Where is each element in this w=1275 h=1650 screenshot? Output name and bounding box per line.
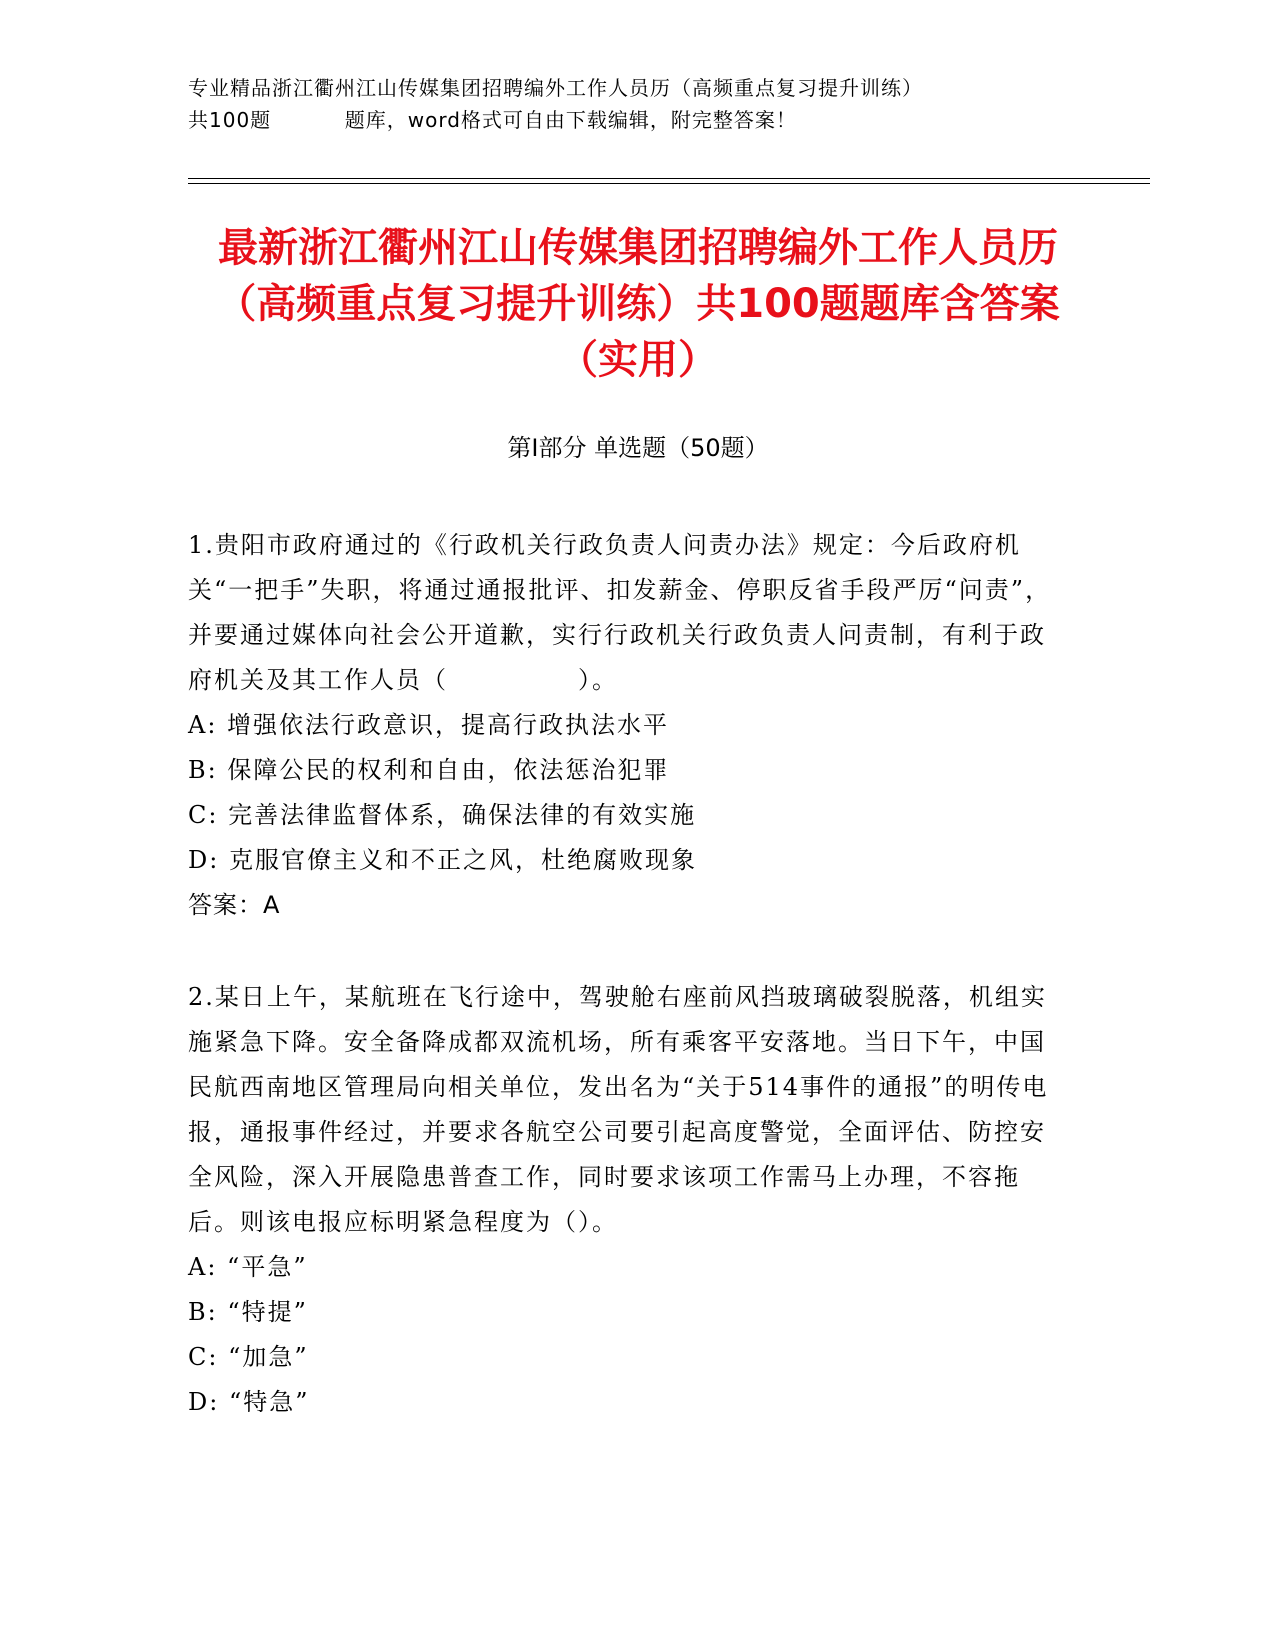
section-title: 第Ⅰ部分 单选题（50题） bbox=[507, 434, 769, 462]
question-1 bbox=[188, 523, 1058, 928]
header-line-2 bbox=[188, 104, 1088, 136]
option-d: D: “特急” bbox=[188, 1388, 310, 1416]
document-title: 最新浙江衢州江山传媒集团招聘编外工作人员历（高频重点复习提升训练）共100题题库含答案（实用） bbox=[216, 225, 1060, 383]
header-divider-top bbox=[188, 178, 1150, 179]
question-stem: 1.贵阳市政府通过的《行政机关行政负责人问责办法》规定：今后政府机关“一把手”失职，将通过通报批评、扣发薪金、停职反省手段严厉“问责”，并要通过媒体向社会公开道歉，实行行政机关行政负责人问责制，有利于政府机关及其工作人员（ ）。 bbox=[188, 531, 1052, 694]
question-2 bbox=[188, 975, 1058, 1425]
question-stem: 2.某日上午，某航班在飞行途中，驾驶舱右座前风挡玻璃破裂脱落，机组实施紧急下降。安全备降成都双流机场，所有乘客平安落地。当日下午，中国民航西南地区管理局向相关单位，发出名为“关于514事件的通报”的明传电报，通报事件经过，并要求各航空公司要引起高度警觉，全面评估、防控安全风险，深入开展隐患普查工作，同时要求该项工作需马上办理，不容拖后。则该电报应标明紧急程度为（）。 bbox=[188, 983, 1049, 1236]
page-header bbox=[188, 72, 1088, 136]
header-count: 共100题 bbox=[188, 108, 272, 132]
header-format-note: 题库，word格式可自由下载编辑，附完整答案！ bbox=[344, 108, 797, 132]
answer: 答案：A bbox=[188, 891, 281, 919]
option-a: A: “平急” bbox=[188, 1253, 308, 1281]
option-c: C: “加急” bbox=[188, 1343, 309, 1371]
option-c: C: 完善法律监督体系，确保法律的有效实施 bbox=[188, 801, 697, 829]
header-line-1: 专业精品浙江衢州江山传媒集团招聘编外工作人员历（高频重点复习提升训练） bbox=[188, 76, 923, 100]
header-divider-bottom bbox=[188, 183, 1150, 184]
option-b: B: “特提” bbox=[188, 1298, 308, 1326]
option-b: B: 保障公民的权利和自由，依法惩治犯罪 bbox=[188, 756, 670, 784]
option-d: D: 克服官僚主义和不正之风，杜绝腐败现象 bbox=[188, 846, 697, 874]
option-a: A: 增强依法行政意识，提高行政执法水平 bbox=[188, 711, 670, 739]
